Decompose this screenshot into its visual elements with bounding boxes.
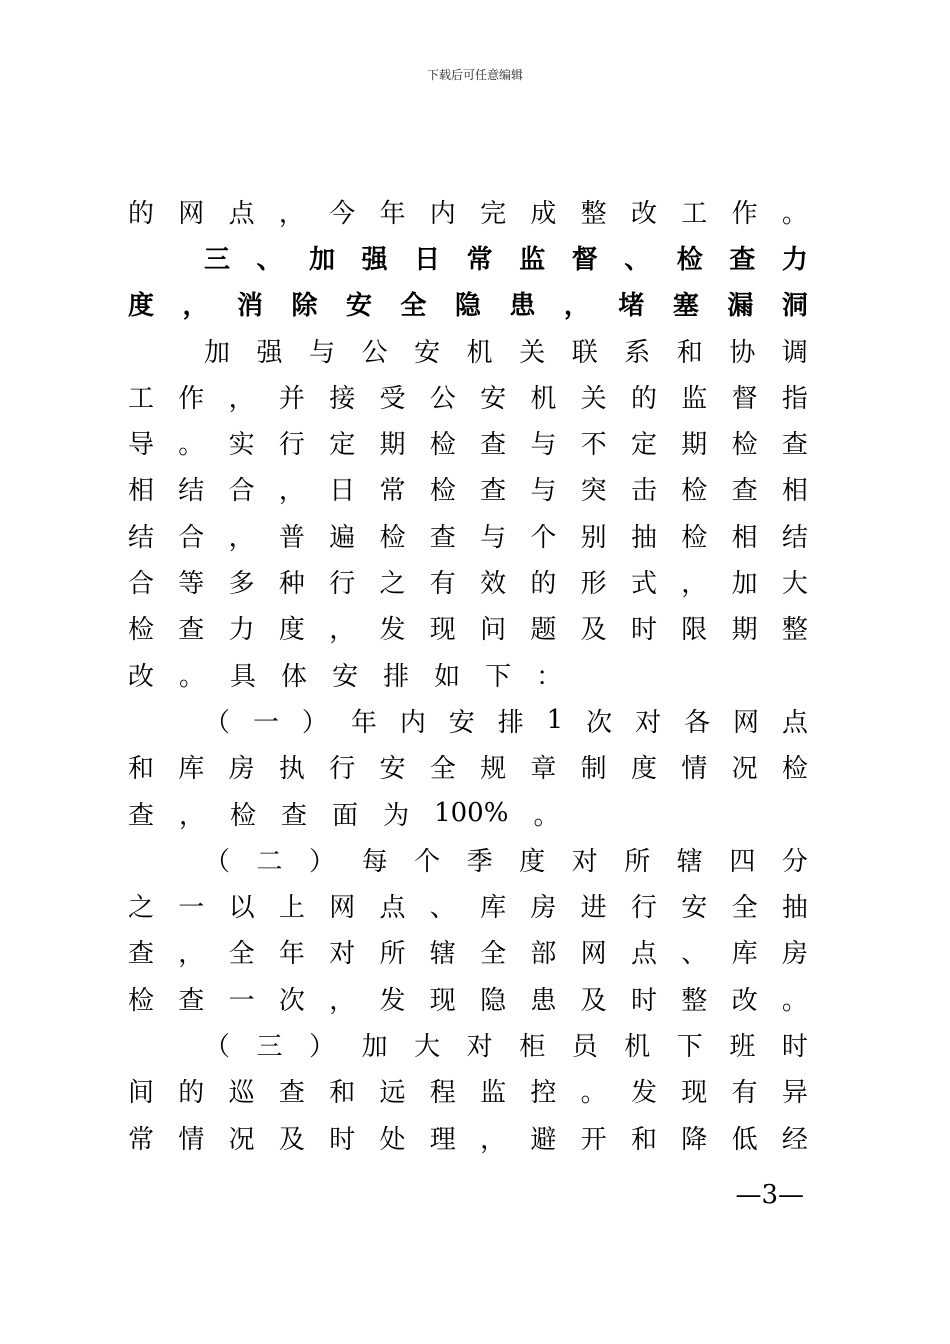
paragraph-line: 改 。 具 体 安 排 如 下 ： (128, 661, 563, 692)
paragraph-line: 的 网 点 ， 今 年 内 完 成 整 改 工 作 。 (128, 198, 808, 229)
paragraph-line: 检 查 力 度 ， 发 现 问 题 及 时 限 期 整 (128, 615, 808, 646)
paragraph-line: 工 作 ， 并 接 受 公 安 机 关 的 监 督 指 (128, 383, 808, 414)
paragraph-line: （ 一 ） 年 内 安 排 1 次 对 各 网 点 (204, 705, 808, 738)
paragraph-line: 结 合 ， 普 遍 检 查 与 个 别 抽 检 相 结 (128, 522, 808, 553)
paragraph-line: 查 ， 全 年 对 所 辖 全 部 网 点 、 库 房 (128, 939, 808, 970)
paragraph-line: 常 情 况 及 时 处 理 ， 避 开 和 降 低 经 (128, 1124, 808, 1155)
paragraph-line: 和 库 房 执 行 安 全 规 章 制 度 情 况 检 (128, 754, 808, 785)
paragraph-line: 检 查 一 次 ， 发 现 隐 患 及 时 整 改 。 (128, 985, 808, 1016)
paragraph-line: 之 一 以 上 网 点 、 库 房 进 行 安 全 抽 (128, 893, 808, 924)
paragraph-line: 查 ， 检 查 面 为 100% 。 (128, 798, 560, 831)
section-heading-line: 三 、 加 强 日 常 监 督 、 检 查 力 (204, 244, 808, 275)
paragraph-line: 导 。 实 行 定 期 检 查 与 不 定 期 检 查 (128, 430, 808, 461)
section-heading-line: 度 ， 消 除 安 全 隐 患 ， 堵 塞 漏 洞 (128, 291, 808, 322)
header-note: 下载后可任意编辑 (426, 68, 523, 82)
paragraph-line: 相 结 合 ， 日 常 检 查 与 突 击 检 查 相 (128, 476, 808, 507)
page-number: —3— (735, 1180, 804, 1210)
paragraph-line: （ 二 ） 每 个 季 度 对 所 辖 四 分 (204, 846, 808, 877)
paragraph-line: 合 等 多 种 行 之 有 效 的 形 式 ， 加 大 (128, 569, 808, 600)
body-text (128, 188, 808, 1160)
paragraph-line: 加 强 与 公 安 机 关 联 系 和 协 调 (204, 337, 808, 368)
paragraph-line: 间 的 巡 查 和 远 程 监 控 。 发 现 有 异 (128, 1078, 808, 1109)
paragraph-line: （ 三 ） 加 大 对 柜 员 机 下 班 时 (204, 1031, 808, 1062)
